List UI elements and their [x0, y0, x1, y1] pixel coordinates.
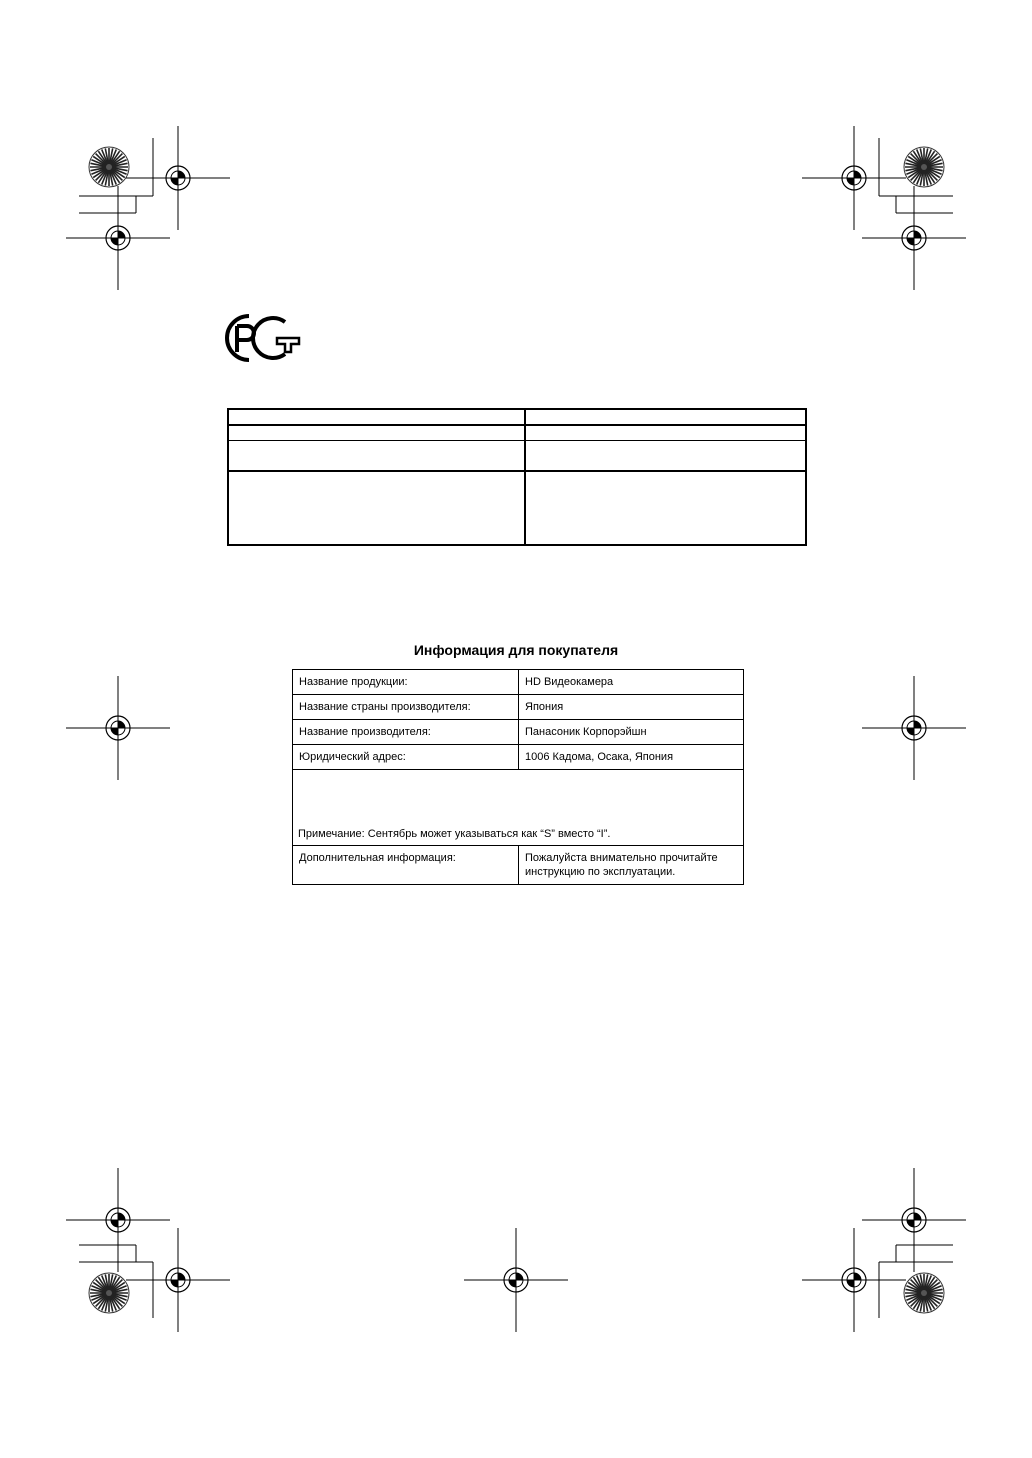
empty-specification-table [227, 408, 807, 546]
table-row [293, 695, 744, 720]
product-name-label: Название продукции: [293, 670, 519, 695]
date-note: Примечание: Сентябрь может указываться как “S” вместо “I”. [293, 770, 744, 846]
manufacturer-value: Панасоник Корпорэйшн [519, 720, 744, 745]
table-row [293, 720, 744, 745]
buyer-info-title: Информация для покупателя [413, 642, 619, 658]
address-label: Юридический адрес: [293, 745, 519, 770]
table-row [293, 670, 744, 695]
extra-info-value: Пожалуйста внимательно прочитайте инструкцию по эксплуатации. [519, 846, 744, 885]
rst-certification-mark-icon [223, 312, 303, 364]
product-name-value: HD Видеокамера [519, 670, 744, 695]
extra-info-label: Дополнительная информация: [293, 846, 519, 885]
manufacturer-label: Название производителя: [293, 720, 519, 745]
address-value: 1006 Кадома, Осака, Япония [519, 745, 744, 770]
table-row [293, 846, 744, 885]
buyer-info-table [292, 669, 744, 885]
country-label: Название страны производителя: [293, 695, 519, 720]
table-row [293, 770, 744, 846]
table-row [293, 745, 744, 770]
country-value: Япония [519, 695, 744, 720]
